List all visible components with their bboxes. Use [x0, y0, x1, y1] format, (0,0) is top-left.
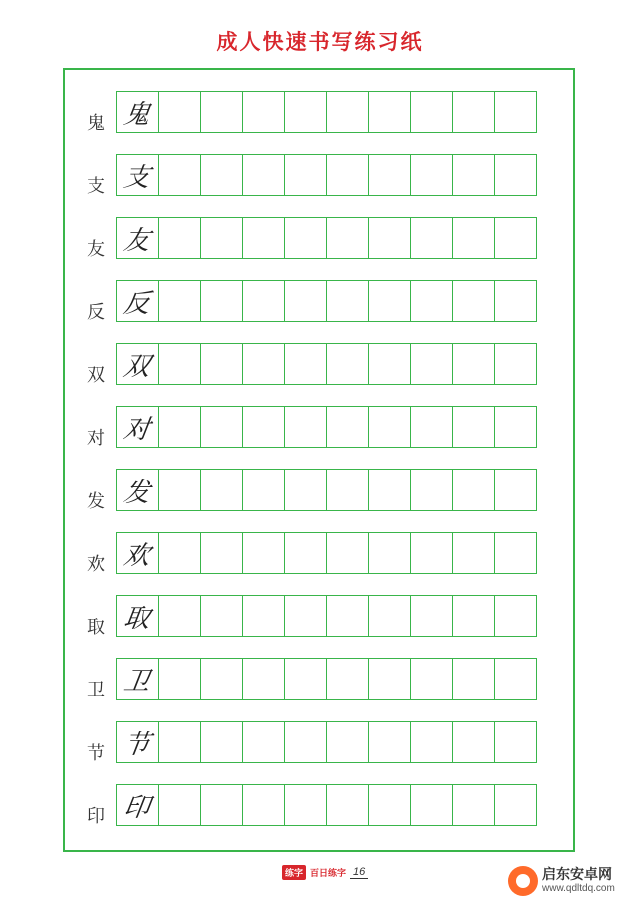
practice-cell[interactable] [326, 407, 368, 447]
model-cell [117, 470, 158, 510]
practice-cell[interactable] [158, 785, 200, 825]
model-character: 欢 [122, 540, 153, 571]
practice-cell[interactable] [368, 155, 410, 195]
practice-cell[interactable] [200, 155, 242, 195]
practice-cell[interactable] [200, 92, 242, 132]
practice-cell[interactable] [368, 470, 410, 510]
practice-cell[interactable] [368, 596, 410, 636]
model-cell [117, 407, 158, 447]
model-character: 支 [122, 162, 153, 193]
practice-cell[interactable] [410, 407, 452, 447]
footer-badge: 练字 [282, 865, 306, 880]
practice-cell[interactable] [326, 533, 368, 573]
practice-grid-row [116, 721, 537, 763]
model-cell [117, 281, 158, 321]
practice-cell[interactable] [158, 533, 200, 573]
practice-cell[interactable] [494, 785, 536, 825]
practice-cell[interactable] [452, 785, 494, 825]
practice-cell[interactable] [200, 596, 242, 636]
model-cell [117, 92, 158, 132]
practice-cell[interactable] [494, 470, 536, 510]
row-label: 取 [87, 617, 105, 638]
model-character: 对 [122, 414, 153, 445]
practice-cell[interactable] [326, 218, 368, 258]
practice-cell[interactable] [452, 281, 494, 321]
practice-grid-row [116, 532, 537, 574]
practice-cell[interactable] [410, 785, 452, 825]
model-cell [117, 659, 158, 699]
watermark-url: www.qdltdq.com [542, 883, 615, 895]
practice-cell[interactable] [242, 344, 284, 384]
practice-cell[interactable] [158, 218, 200, 258]
practice-cell[interactable] [200, 533, 242, 573]
practice-cell[interactable] [368, 533, 410, 573]
practice-cell[interactable] [158, 659, 200, 699]
practice-cell[interactable] [326, 785, 368, 825]
practice-cell[interactable] [200, 281, 242, 321]
practice-cell[interactable] [494, 281, 536, 321]
practice-grid-row [116, 343, 537, 385]
practice-cell[interactable] [452, 344, 494, 384]
practice-cell[interactable] [410, 281, 452, 321]
practice-cell[interactable] [158, 92, 200, 132]
practice-cell[interactable] [368, 344, 410, 384]
practice-cell[interactable] [452, 155, 494, 195]
practice-cell[interactable] [368, 92, 410, 132]
practice-grid-row [116, 280, 537, 322]
row-label: 反 [87, 302, 105, 323]
practice-cell[interactable] [284, 659, 326, 699]
practice-cell[interactable] [452, 722, 494, 762]
practice-cell[interactable] [200, 218, 242, 258]
watermark [508, 862, 636, 900]
practice-cell[interactable] [284, 281, 326, 321]
model-character: 卫 [122, 666, 153, 697]
practice-cell[interactable] [494, 596, 536, 636]
practice-cell[interactable] [452, 470, 494, 510]
practice-cell[interactable] [242, 218, 284, 258]
practice-cell[interactable] [242, 470, 284, 510]
page-number: 16 [350, 866, 368, 879]
practice-cell[interactable] [452, 596, 494, 636]
practice-cell[interactable] [284, 533, 326, 573]
model-character: 鬼 [122, 99, 153, 130]
practice-cell[interactable] [284, 407, 326, 447]
practice-cell[interactable] [158, 155, 200, 195]
practice-cell[interactable] [452, 218, 494, 258]
model-cell [117, 785, 158, 825]
model-character: 反 [122, 288, 153, 319]
practice-cell[interactable] [242, 407, 284, 447]
row-label: 印 [87, 806, 105, 827]
practice-cell[interactable] [410, 722, 452, 762]
practice-cell[interactable] [410, 344, 452, 384]
practice-cell[interactable] [242, 659, 284, 699]
practice-cell[interactable] [158, 344, 200, 384]
row-label: 节 [87, 743, 105, 764]
practice-cell[interactable] [368, 218, 410, 258]
practice-grid-row [116, 217, 537, 259]
row-label: 对 [87, 428, 105, 449]
practice-cell[interactable] [284, 218, 326, 258]
practice-cell[interactable] [284, 470, 326, 510]
model-cell [117, 218, 158, 258]
page-title: 成人快速书写练习纸 [216, 29, 424, 54]
model-cell [117, 722, 158, 762]
practice-cell[interactable] [284, 596, 326, 636]
practice-cell[interactable] [242, 281, 284, 321]
row-label: 支 [87, 176, 105, 197]
practice-cell[interactable] [158, 596, 200, 636]
practice-cell[interactable] [494, 344, 536, 384]
practice-cell[interactable] [326, 92, 368, 132]
practice-cell[interactable] [326, 281, 368, 321]
practice-cell[interactable] [284, 155, 326, 195]
practice-cell[interactable] [284, 344, 326, 384]
practice-cell[interactable] [368, 407, 410, 447]
model-character: 发 [122, 477, 153, 508]
row-label: 双 [87, 365, 105, 386]
practice-grid-row [116, 595, 537, 637]
practice-grid-row [116, 658, 537, 700]
practice-cell[interactable] [326, 659, 368, 699]
practice-cell[interactable] [284, 785, 326, 825]
model-character: 双 [122, 351, 153, 382]
row-label: 发 [87, 491, 105, 512]
practice-cell[interactable] [410, 533, 452, 573]
practice-cell[interactable] [410, 92, 452, 132]
practice-cell[interactable] [200, 470, 242, 510]
practice-cell[interactable] [158, 281, 200, 321]
practice-cell[interactable] [200, 659, 242, 699]
practice-grid-row [116, 91, 537, 133]
practice-cell[interactable] [242, 722, 284, 762]
practice-cell[interactable] [200, 785, 242, 825]
practice-cell[interactable] [410, 596, 452, 636]
practice-cell[interactable] [242, 92, 284, 132]
practice-grid-row [116, 406, 537, 448]
practice-cell[interactable] [494, 722, 536, 762]
practice-cell[interactable] [494, 407, 536, 447]
row-label: 友 [87, 239, 105, 260]
practice-cell[interactable] [452, 407, 494, 447]
practice-cell[interactable] [242, 533, 284, 573]
practice-cell[interactable] [326, 470, 368, 510]
practice-grid-row [116, 154, 537, 196]
practice-cell[interactable] [242, 596, 284, 636]
row-label: 卫 [87, 680, 105, 701]
practice-cell[interactable] [158, 470, 200, 510]
practice-cell[interactable] [452, 533, 494, 573]
practice-cell[interactable] [242, 785, 284, 825]
practice-cell[interactable] [326, 155, 368, 195]
practice-cell[interactable] [410, 659, 452, 699]
practice-cell[interactable] [158, 722, 200, 762]
practice-grid-row [116, 784, 537, 826]
footer-brand: 百日练字 [310, 867, 347, 878]
practice-grid-row [116, 469, 537, 511]
watermark-logo-icon [508, 866, 538, 896]
model-cell [117, 596, 158, 636]
practice-cell[interactable] [494, 533, 536, 573]
practice-cell[interactable] [368, 722, 410, 762]
practice-cell[interactable] [410, 470, 452, 510]
practice-cell[interactable] [494, 218, 536, 258]
practice-cell[interactable] [452, 92, 494, 132]
practice-cell[interactable] [158, 407, 200, 447]
model-cell [117, 344, 158, 384]
practice-cell[interactable] [284, 722, 326, 762]
footer [282, 865, 368, 879]
model-character: 印 [122, 792, 153, 823]
model-cell [117, 155, 158, 195]
model-character: 取 [122, 603, 153, 634]
watermark-name: 启东安卓网 [542, 866, 612, 883]
practice-cell[interactable] [326, 722, 368, 762]
practice-cell[interactable] [494, 659, 536, 699]
model-cell [117, 533, 158, 573]
practice-cell[interactable] [326, 344, 368, 384]
practice-cell[interactable] [326, 596, 368, 636]
practice-cell[interactable] [368, 785, 410, 825]
practice-cell[interactable] [200, 407, 242, 447]
practice-cell[interactable] [452, 659, 494, 699]
practice-cell[interactable] [200, 722, 242, 762]
practice-cell[interactable] [368, 281, 410, 321]
practice-cell[interactable] [410, 155, 452, 195]
practice-cell[interactable] [494, 92, 536, 132]
practice-cell[interactable] [368, 659, 410, 699]
practice-cell[interactable] [410, 218, 452, 258]
practice-cell[interactable] [242, 155, 284, 195]
row-label: 鬼 [87, 113, 105, 134]
model-character: 节 [122, 729, 153, 760]
practice-cell[interactable] [494, 155, 536, 195]
practice-cell[interactable] [284, 92, 326, 132]
model-character: 友 [122, 225, 153, 256]
practice-cell[interactable] [200, 344, 242, 384]
row-label: 欢 [87, 554, 105, 575]
